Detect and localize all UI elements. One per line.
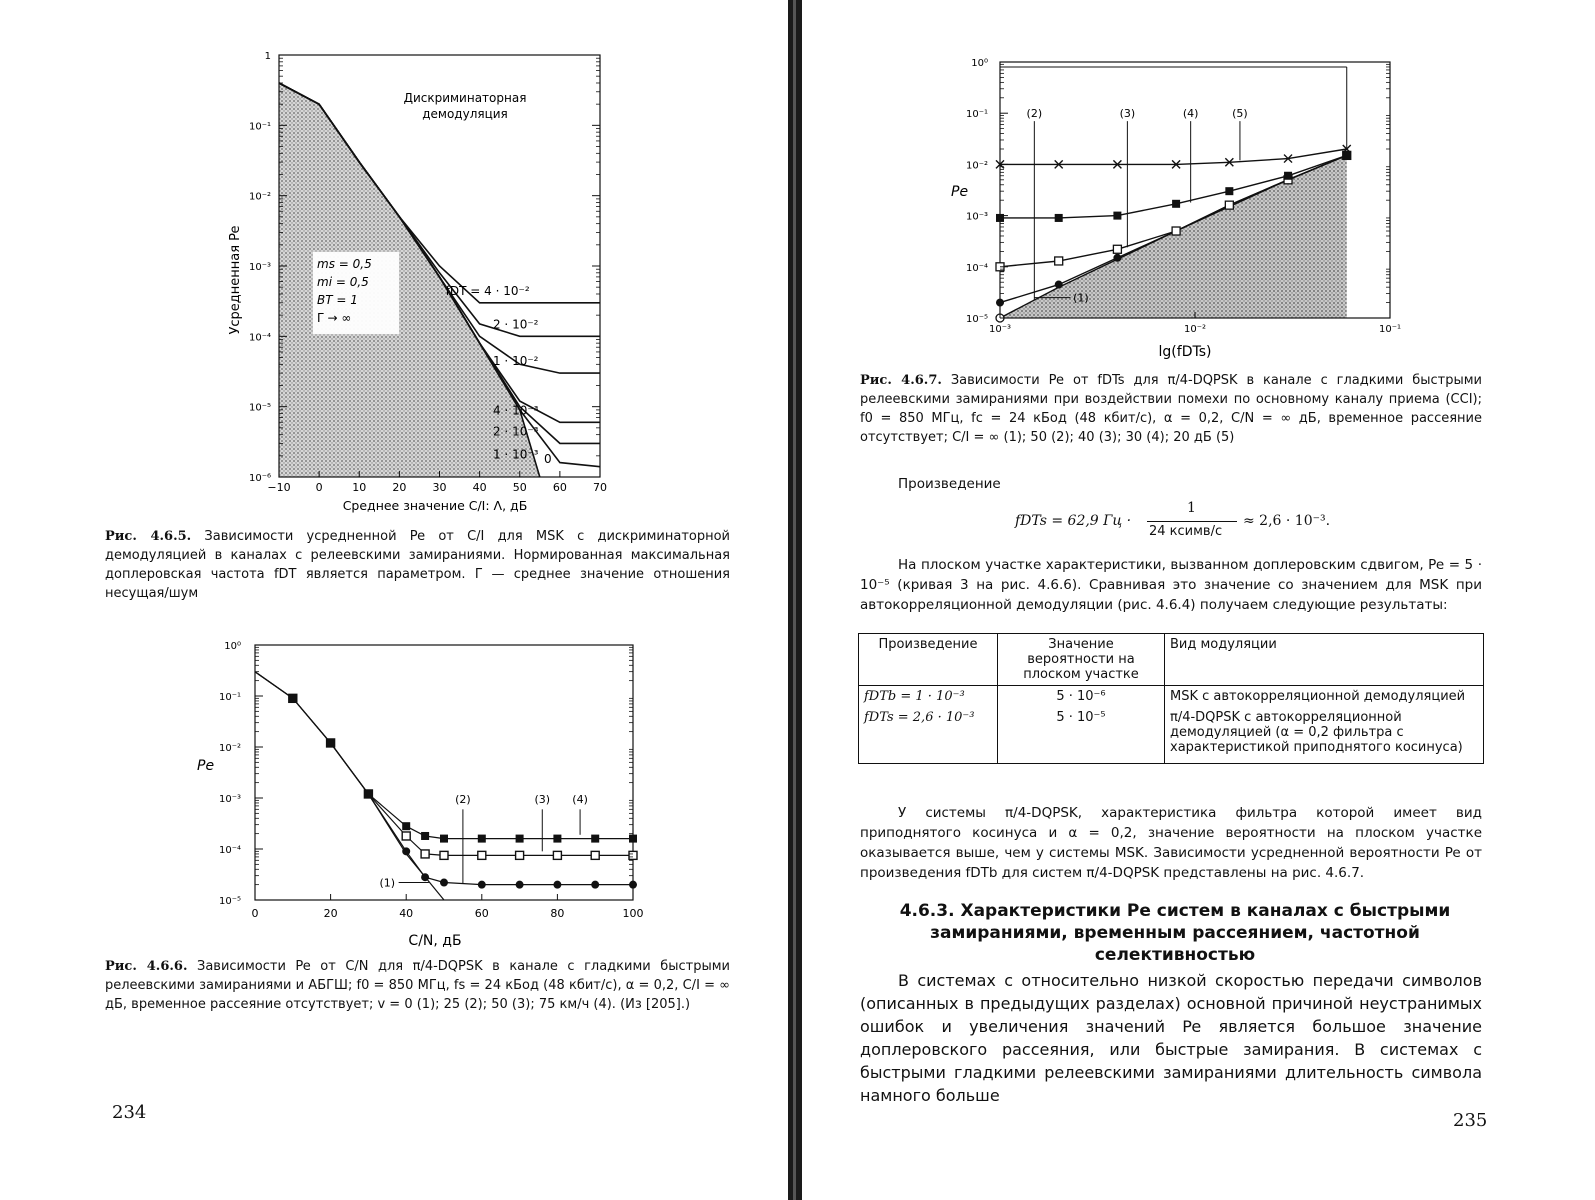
table-header-cell: Произведение <box>859 634 998 686</box>
book-spine <box>788 0 802 1200</box>
figure-4-6-7 <box>945 50 1415 365</box>
fig7-xtick-label: 10⁻² <box>1183 324 1207 335</box>
fig6-curve-3 <box>255 672 633 839</box>
fig5-caption <box>105 527 730 603</box>
fig5-curve-label: 4 · 10⁻³ <box>492 403 539 418</box>
fig6-ytick-label: 10⁻³ <box>218 794 241 805</box>
fig6-curve-label: (1) <box>379 876 396 890</box>
paragraph-1: На плоском участке характеристики, вызванном доплеровским сдвигом, Pe = 5 · 10⁻⁵ (кривая 3 на рис. 4.6.6). Сравнивая это значение со значением для MSK при автокорреляционной демодуляции (рис. 4.6.4) получаем следующие результаты: <box>860 557 1482 613</box>
table-row <box>859 707 1484 764</box>
fig7-marker <box>1113 245 1121 253</box>
fig5-ytick-label: 10⁻⁶ <box>248 473 271 484</box>
fig6-xtick-label: 20 <box>323 907 338 920</box>
table-cell <box>998 686 1165 708</box>
fig7-curve-label: (3) <box>1119 107 1136 121</box>
fig7-marker <box>1113 254 1121 262</box>
fig6-marker <box>440 851 448 859</box>
fig5-label-top2: демодуляция <box>422 107 508 121</box>
fig6-ytick-label: 10⁻¹ <box>218 692 241 703</box>
table-cell <box>859 686 998 708</box>
fig7-xtick-label: 10⁻³ <box>988 324 1012 335</box>
fig6-marker <box>478 835 486 843</box>
fig6-marker <box>553 881 561 889</box>
fig5-xtick-label: 0 <box>315 481 323 494</box>
fig7-ytick-label: 10⁻³ <box>965 211 988 223</box>
product-label: Произведение <box>898 476 1001 492</box>
fig5-curve-label: fDT = 4 · 10⁻² <box>445 283 530 298</box>
formula-denominator: 24 ксимв/с <box>1149 524 1223 539</box>
fig7-ylabel: Pe <box>951 184 969 200</box>
fig6-ytick-label: 10⁰ <box>224 641 241 652</box>
fig6-marker <box>591 835 599 843</box>
fig6-marker <box>629 851 637 859</box>
fig6-marker <box>421 832 429 840</box>
fig5-param-ms: ms = 0,5 <box>317 257 372 271</box>
fig7-caption-text: Зависимости Pe от fDTs для π/4-DQPSK в канале с гладкими быстрыми релеевскими замираниями при воздействии помехи по основному каналу приема (CCI); f0 = 850 МГц, fc = 24 кБод (48 кбит/с), α = 0,2, C/N = ∞ дБ, временное рассеяние отсутствует; C/I = ∞ (1); 50 (2); 40 (3); 30 (4); 20 дБ (5) <box>860 373 1482 445</box>
fig5-xlabel: Среднее значение C/I: Λ, дБ <box>342 498 528 513</box>
section-heading: 4.6.3. Характеристики Pe систем в каналах с быстрыми замираниями, временным рассеянием, частотной селективностью <box>899 901 1451 965</box>
fig7-shaded-region <box>1000 155 1347 318</box>
fig7-xlabel: lg(fDTs) <box>1158 344 1212 360</box>
table-cell-value: 5 · 10⁻⁶ <box>1056 689 1106 704</box>
fig5-xtick-label: 60 <box>552 481 567 494</box>
fig6-marker <box>421 850 429 858</box>
fig5-curve-label: 1 · 10⁻² <box>492 354 539 369</box>
fig6-marker <box>289 694 297 702</box>
fig6-marker <box>402 847 410 855</box>
fig6-xtick-label: 0 <box>251 907 259 920</box>
page-number-right: 235 <box>1453 1110 1488 1131</box>
formula <box>1015 500 1355 544</box>
fig6-curve-label: (4) <box>572 792 588 806</box>
fig5-curve-label: 2 · 10⁻³ <box>492 424 539 439</box>
fig5-params-box <box>313 252 399 334</box>
fig5-xtick-label: 40 <box>472 481 487 494</box>
table-cell-modulation: π/4-DQPSK с автокорреляционной демодуляцией (α = 0,2 фильтра с характеристикой приподнятого косинуса) <box>1170 710 1463 755</box>
formula-right: ≈ 2,6 · 10⁻³. <box>1243 513 1331 529</box>
fig6-ytick-label: 10⁻² <box>218 743 241 754</box>
fig5-curve-label: 1 · 10⁻³ <box>492 447 539 462</box>
fig6-curve-2 <box>255 672 633 856</box>
fig6-xtick-label: 100 <box>622 907 644 920</box>
fig7-marker <box>1225 187 1233 195</box>
formula-numerator: 1 <box>1187 500 1196 516</box>
table-cell-product: fDTs = 2,6 · 10⁻³ <box>864 710 975 725</box>
table-cell <box>1165 707 1484 764</box>
fig5-curve-label: 2 · 10⁻² <box>492 317 539 332</box>
fig7-curve-label: (5) <box>1232 107 1248 121</box>
fig6-marker <box>478 881 486 889</box>
fig7-ytick-label: 10⁻¹ <box>965 109 988 121</box>
fig6-curve-label: (3) <box>534 792 551 806</box>
fig5-ytick-label: 10⁻² <box>248 191 271 203</box>
fig6-marker <box>629 835 637 843</box>
fig6-caption <box>105 957 730 1014</box>
results-table <box>858 633 1484 764</box>
table-cell <box>859 707 998 764</box>
paragraph-2: У системы π/4-DQPSK, характеристика фильтра которой имеет вид приподнятого косинуса и α = 0,2, значение вероятности на плоском участке оказывается выше, чем у системы MSK. Зависимости усредненной вероятности Pe от произведения fDTb для систем π/4-DQPSK представлены на рис. 4.6.7. <box>860 805 1482 881</box>
fig6-marker <box>553 835 561 843</box>
fig7-curve-label: (4) <box>1182 107 1199 121</box>
fig5-ytick-label: 10⁻¹ <box>248 121 271 133</box>
table-cell <box>1165 686 1484 708</box>
fig5-ytick-label: 10⁻⁴ <box>248 332 271 344</box>
fig7-marker <box>1172 227 1180 235</box>
paragraph-3: В системах с относительно низкой скоростью передачи символов (описанных в предыдущих разделах) основной причиной неустранимых ошибок и увеличения значений Pe является большое значение доплеровского рассеяния, или быстрые замирания. В системах с быстрыми гладкими релеевскими замираниями длительность символа намного больше <box>860 971 1482 1105</box>
fig6-plot-frame <box>255 645 633 900</box>
fig6-marker <box>516 881 524 889</box>
fig5-ytick-label: 10⁻⁵ <box>248 402 271 414</box>
fig6-ytick-label: 10⁻⁵ <box>218 896 241 907</box>
fig5-caption-text: Зависимости усредненной Pe от C/I для MSK с дискриминаторной демодуляцией в каналах с релеевскими замираниями. Нормированная максимальная доплеровская частота fDT является параметром. Γ — среднее значение отношения несущая/шум <box>105 529 730 601</box>
fig6-marker <box>591 851 599 859</box>
table-header-cell: Значение вероятности на плоском участке <box>998 634 1165 686</box>
fig6-marker <box>327 739 335 747</box>
fig7-marker <box>1284 172 1292 180</box>
fig6-marker <box>591 881 599 889</box>
figure-4-6-6 <box>185 635 655 955</box>
fig6-caption-text: Зависимости Pe от C/N для π/4-DQPSK в канале с гладкими быстрыми релеевскими замираниями и АБГШ; f0 = 850 МГц, fs = 24 кБод (48 кбит/с), α = 0,2, C/I = ∞ дБ, временное рассеяние отсутствует; v = 0 (1); 25 (2); 50 (3); 75 км/ч (4). (Из [205].) <box>105 959 730 1012</box>
fig6-xtick-label: 40 <box>399 907 414 920</box>
formula-left: fDTs = 62,9 Гц · <box>1015 513 1132 529</box>
fig7-curve-label: (1) <box>1073 291 1089 305</box>
fig6-xtick-label: 60 <box>474 907 489 920</box>
fig5-xtick-label: 10 <box>352 481 367 494</box>
left-page <box>0 0 790 1200</box>
fig7-marker <box>1172 200 1180 208</box>
fig6-marker <box>553 851 561 859</box>
fig7-marker <box>1055 257 1063 265</box>
fig5-param-mi: mi = 0,5 <box>317 275 369 289</box>
fig6-curve-0 <box>255 672 444 900</box>
fig7-ytick-label: 10⁻² <box>965 160 988 172</box>
fig7-marker <box>1055 281 1063 289</box>
fig7-caption <box>860 371 1482 447</box>
fig6-marker <box>364 790 372 798</box>
right-page <box>805 0 1595 1200</box>
fig6-marker <box>478 851 486 859</box>
formula-bar <box>1147 521 1237 522</box>
table-cell-modulation: MSK с автокорреляционной демодуляцией <box>1170 689 1466 704</box>
fig5-xtick-label: 70 <box>593 481 607 494</box>
figure-4-6-5 <box>225 40 625 520</box>
table-header-row <box>859 634 1484 686</box>
fig5-ytick-label: 1 <box>264 51 271 62</box>
fig7-caption-number: Рис. 4.6.7. <box>860 373 942 388</box>
fig5-caption-number: Рис. 4.6.5. <box>105 529 192 544</box>
fig6-marker <box>516 851 524 859</box>
fig5-xtick-label: 20 <box>392 481 407 494</box>
table-header-cell: Вид модуляции <box>1165 634 1484 686</box>
fig6-marker <box>402 822 410 830</box>
fig5-xtick-label: 50 <box>512 481 527 494</box>
fig5-xtick-label: 30 <box>432 481 447 494</box>
fig6-marker <box>402 832 410 840</box>
fig6-xtick-label: 80 <box>550 907 565 920</box>
fig5-param-bt: BT = 1 <box>317 293 358 307</box>
fig5-ytick-label: 10⁻³ <box>248 262 271 273</box>
fig7-marker <box>1113 212 1121 220</box>
fig7-ytick-label: 10⁻⁴ <box>965 262 988 274</box>
fig6-marker <box>440 879 448 887</box>
fig6-caption-number: Рис. 4.6.6. <box>105 959 188 974</box>
fig6-marker <box>421 873 429 881</box>
table-cell-product: fDTb = 1 · 10⁻³ <box>864 689 965 704</box>
fig6-marker <box>440 835 448 843</box>
fig7-xtick-label: 10⁻¹ <box>1378 324 1402 335</box>
fig6-ytick-label: 10⁻⁴ <box>218 845 241 856</box>
fig6-xlabel: C/N, дБ <box>408 933 462 949</box>
fig7-ytick-label: 10⁻⁵ <box>965 314 988 325</box>
fig5-label-top: Дискриминаторная <box>403 91 527 105</box>
fig7-marker <box>1055 214 1063 222</box>
fig7-ytick-label: 10⁰ <box>971 58 988 69</box>
fig5-curve-label: 0 <box>544 452 552 466</box>
fig7-curve-label: (2) <box>1026 107 1043 121</box>
fig5-param-gamma: Γ → ∞ <box>317 311 352 325</box>
page-number-left: 234 <box>112 1102 147 1123</box>
fig6-ylabel: Pe <box>197 758 215 774</box>
fig5-ylabel: Усредненная Pe <box>228 225 243 335</box>
table-row <box>859 686 1484 708</box>
fig5-xtick-label: −10 <box>267 481 291 494</box>
table-cell-value: 5 · 10⁻⁵ <box>1056 710 1106 725</box>
fig6-marker <box>516 835 524 843</box>
fig7-marker <box>1225 201 1233 209</box>
table-cell <box>998 707 1165 764</box>
fig6-curve-label: (2) <box>455 792 471 806</box>
